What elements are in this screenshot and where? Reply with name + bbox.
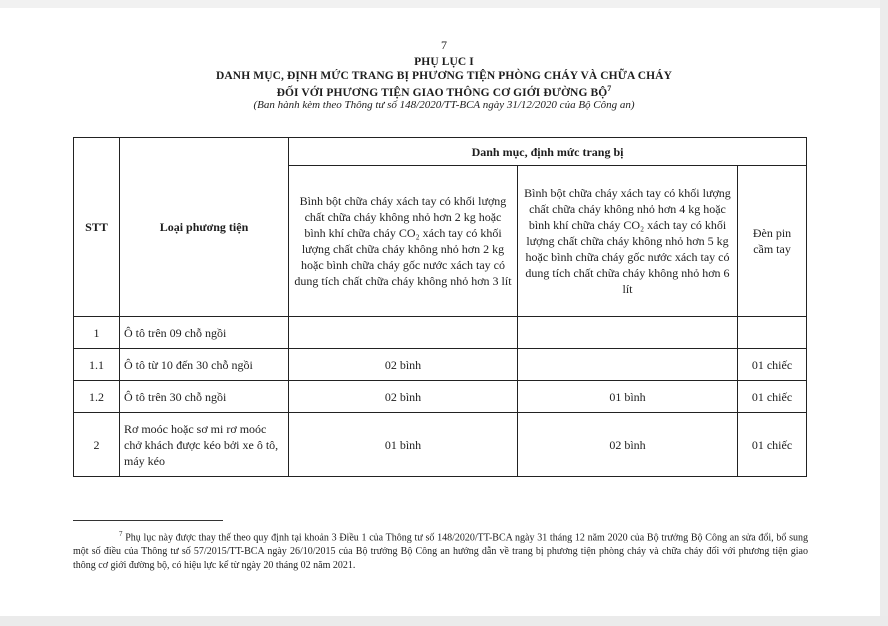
footnote-divider <box>73 520 223 521</box>
row-stt: 1.1 <box>74 349 120 381</box>
row-small-extinguisher: 02 bình <box>289 349 518 381</box>
row-vehicle: Ô tô trên 09 chỗ ngồi <box>120 317 289 349</box>
row-flashlight: 01 chiếc <box>738 381 807 413</box>
row-vehicle: Ô tô từ 10 đến 30 chỗ ngồi <box>120 349 289 381</box>
header-stt: STT <box>74 138 120 317</box>
scan-edge-top <box>0 0 888 8</box>
header-large-extinguisher: Bình bột chữa cháy xách tay có khối lượng chất chữa cháy không nhỏ hơn 4 kg hoặc bình khí chữa cháy CO₂ xách tay có khối lượng chất chữa cháy không nhỏ hơn 5 kg hoặc bình chữa cháy gốc nước xách tay có dung tích chất chữa cháy không nhỏ hơn 6 lít <box>518 166 738 317</box>
issued-note: (Ban hành kèm theo Thông tư số 148/2020/TT-BCA ngày 31/12/2020 của Bộ Công an) <box>253 99 635 111</box>
equipment-table <box>73 137 807 477</box>
footnote <box>73 527 808 573</box>
footnote-text: Phụ lục này được thay thế theo quy định tại khoản 3 Điều 1 của Thông tư số 148/2020/TT-BCA ngày 31 tháng 12 năm 2020 của Bộ trưởng Bộ Công an sửa đổi, bổ sung một số điều của Thông tư số 57/2015/TT-BCA ngày 26/10/2015 của Bộ trưởng Bộ Công an hướng dẫn về trang bị phương tiện phòng cháy và chữa cháy đối với phương tiện giao thông cơ giới đường bộ, có hiệu lực kể từ ngày 20 tháng 02 năm 2021. <box>73 532 809 572</box>
page-number: 7 <box>441 38 447 52</box>
header-equipment-group: Danh mục, định mức trang bị <box>289 138 807 166</box>
sub-title-footnote-mark: 7 <box>607 84 612 93</box>
table-row <box>74 317 807 349</box>
row-stt: 2 <box>74 413 120 477</box>
row-stt: 1.2 <box>74 381 120 413</box>
row-flashlight <box>738 317 807 349</box>
header-vehicle-type: Loại phương tiện <box>120 138 289 317</box>
row-vehicle: Rơ moóc hoặc sơ mi rơ moóc chở khách được kéo bởi xe ô tô, máy kéo <box>120 413 289 477</box>
table-row <box>74 381 807 413</box>
row-vehicle: Ô tô trên 30 chỗ ngồi <box>120 381 289 413</box>
table-row <box>74 349 807 381</box>
header-small-extinguisher: Bình bột chữa cháy xách tay có khối lượng chất chữa cháy không nhỏ hơn 2 kg hoặc bình khí chữa cháy CO₂ xách tay có khối lượng chất chữa cháy không nhỏ hơn 2 kg hoặc bình chữa cháy gốc nước xách tay có dung tích chất chữa cháy không nhỏ hơn 3 lít <box>289 166 518 317</box>
row-large-extinguisher: 02 bình <box>518 413 738 477</box>
appendix-title: PHỤ LỤC I <box>414 56 474 68</box>
table-header-row <box>74 138 807 166</box>
row-stt: 1 <box>74 317 120 349</box>
footnote-mark: 7 <box>119 530 123 538</box>
row-small-extinguisher: 02 bình <box>289 381 518 413</box>
sub-title-text: ĐỐI VỚI PHƯƠNG TIỆN GIAO THÔNG CƠ GIỚI ĐƯỜNG BỘ <box>276 86 608 99</box>
row-flashlight: 01 chiếc <box>738 349 807 381</box>
main-title: DANH MỤC, ĐỊNH MỨC TRANG BỊ PHƯƠNG TIỆN PHÒNG CHÁY VÀ CHỮA CHÁY <box>216 70 672 82</box>
header-flashlight: Đèn pin cầm tay <box>738 166 807 317</box>
row-large-extinguisher <box>518 349 738 381</box>
row-small-extinguisher <box>289 317 518 349</box>
row-small-extinguisher: 01 bình <box>289 413 518 477</box>
sub-title <box>0 84 888 99</box>
row-flashlight: 01 chiếc <box>738 413 807 477</box>
row-large-extinguisher <box>518 317 738 349</box>
row-large-extinguisher: 01 bình <box>518 381 738 413</box>
table-row <box>74 413 807 477</box>
scan-edge-bottom <box>0 616 888 626</box>
